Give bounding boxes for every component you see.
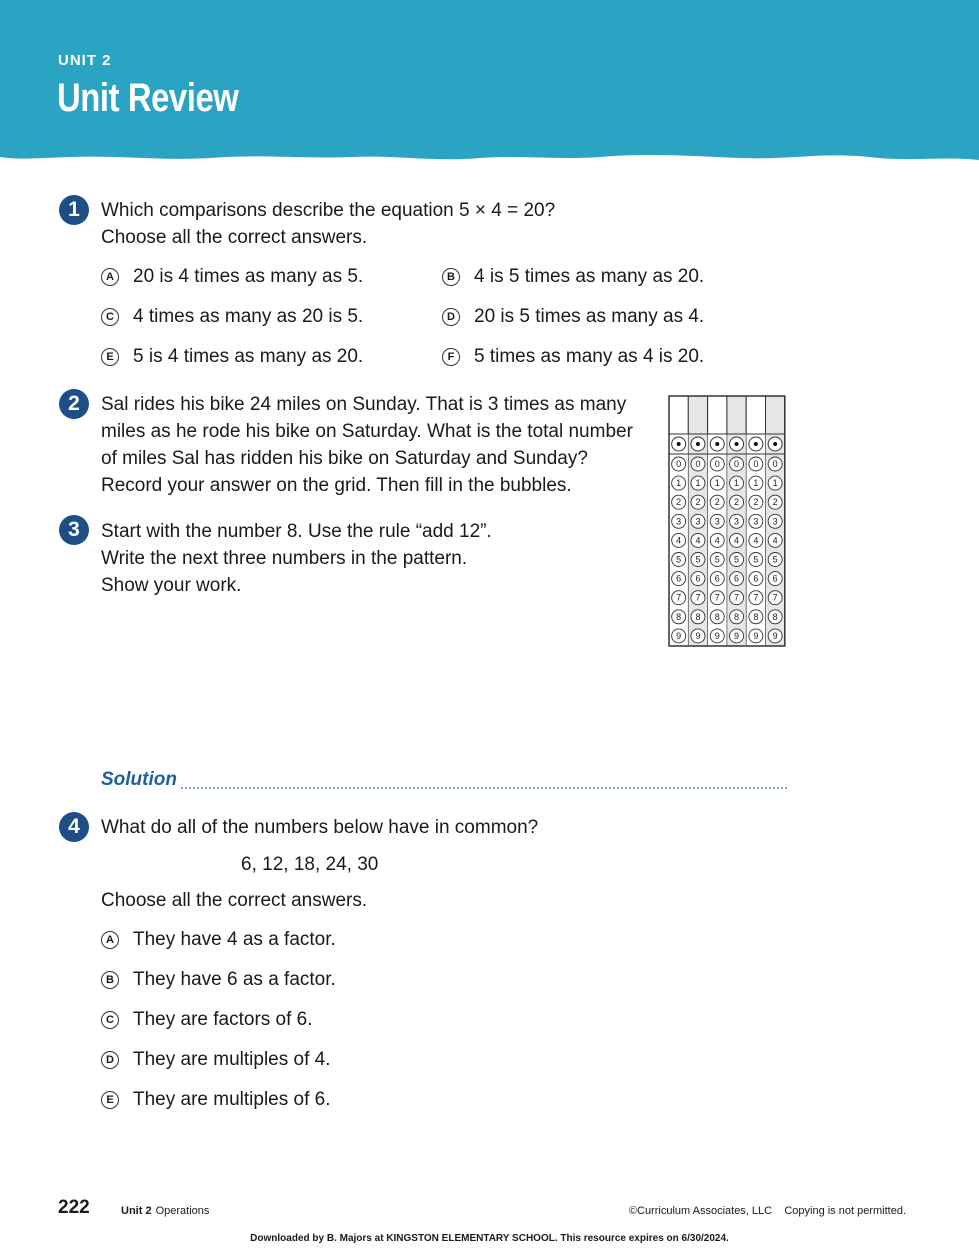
digit-label: 3	[772, 516, 778, 527]
question-1-line-1: Which comparisons describe the equation 5 × 4 = 20?	[101, 200, 556, 221]
digit-label: 3	[753, 516, 759, 527]
unit-header	[0, 0, 979, 172]
digit-label: 1	[695, 478, 701, 489]
digit-label: 1	[734, 478, 740, 489]
digit-label: 5	[676, 554, 682, 565]
question-number-3: 3	[59, 515, 89, 545]
option-text: They are multiples of 4.	[133, 1049, 331, 1070]
question-2-line: Sal rides his bike 24 miles on Sunday. That is 3 times as many	[101, 394, 627, 415]
option-letter-b: B	[101, 971, 119, 989]
digit-label: 6	[753, 573, 759, 584]
question-2-line: of miles Sal has ridden his bike on Saturday and Sunday?	[101, 448, 588, 469]
solution-answer-line[interactable]	[181, 787, 787, 789]
digit-label: 3	[695, 516, 701, 527]
q4-option-b[interactable]	[101, 968, 336, 992]
digit-label: 1	[772, 478, 778, 489]
question-number-2: 2	[59, 389, 89, 419]
digit-label: 4	[753, 535, 759, 546]
question-3-line: Write the next three numbers in the pattern.	[101, 548, 468, 569]
digit-label: 6	[772, 573, 778, 584]
digit-label: 2	[695, 497, 701, 508]
option-text: 4 is 5 times as many as 20.	[474, 266, 705, 287]
answer-grid[interactable]	[668, 395, 786, 647]
digit-label: 0	[734, 459, 740, 469]
page-title: Unit Review	[57, 76, 239, 120]
question-4-text: What do all of the numbers below have in common?	[101, 817, 539, 838]
decimal-dot	[773, 442, 777, 446]
digit-label: 5	[772, 554, 778, 565]
digit-label: 8	[753, 611, 759, 622]
option-letter-c: C	[101, 308, 119, 326]
q1-option-a[interactable]	[101, 265, 363, 289]
option-letter-e: E	[101, 1091, 119, 1109]
digit-label: 5	[734, 554, 740, 565]
digit-label: 5	[753, 554, 759, 565]
digit-label: 8	[772, 611, 778, 622]
digit-label: 0	[695, 459, 701, 469]
q4-option-d[interactable]	[101, 1048, 330, 1072]
question-number-4: 4	[59, 812, 89, 842]
digit-label: 4	[714, 535, 720, 546]
digit-label: 9	[714, 630, 720, 641]
option-text: 20 is 5 times as many as 4.	[474, 306, 705, 327]
decimal-dot	[677, 442, 681, 446]
option-letter-e: E	[101, 348, 119, 366]
digit-label: 8	[734, 611, 740, 622]
decimal-dot	[715, 442, 719, 446]
q4-option-a[interactable]	[101, 928, 336, 952]
grid-answer-box[interactable]	[746, 396, 765, 434]
option-text: They are factors of 6.	[133, 1009, 313, 1030]
digit-label: 5	[714, 554, 720, 565]
option-letter-a: A	[101, 931, 119, 949]
option-letter-f: F	[442, 348, 460, 366]
option-letter-a: A	[101, 268, 119, 286]
question-2-line: miles as he rode his bike on Saturday. What is the total number	[101, 421, 633, 442]
option-text: 20 is 4 times as many as 5.	[133, 266, 364, 287]
digit-label: 3	[734, 516, 740, 527]
digit-label: 8	[714, 611, 720, 622]
digit-label: 4	[695, 535, 701, 546]
digit-label: 6	[676, 573, 682, 584]
digit-label: 4	[734, 535, 740, 546]
digit-label: 2	[734, 497, 740, 508]
digit-label: 2	[676, 497, 682, 508]
solution-label: Solution	[101, 769, 177, 790]
footer-unit	[121, 1205, 209, 1217]
grid-answer-box[interactable]	[688, 396, 707, 434]
digit-label: 7	[695, 592, 701, 603]
digit-label: 8	[695, 611, 701, 622]
question-3-line: Start with the number 8. Use the rule “add 12”.	[101, 521, 492, 542]
question-2-line: Record your answer on the grid. Then fill in the bubbles.	[101, 475, 572, 496]
q1-option-d[interactable]	[442, 305, 704, 329]
option-letter-c: C	[101, 1011, 119, 1029]
digit-label: 8	[676, 611, 682, 622]
digit-label: 4	[772, 535, 778, 546]
option-text: They are multiples of 6.	[133, 1089, 331, 1110]
digit-label: 0	[676, 459, 682, 469]
digit-label: 1	[753, 478, 759, 489]
digit-label: 0	[772, 459, 778, 469]
q4-option-c[interactable]	[101, 1008, 313, 1032]
digit-label: 9	[676, 630, 682, 641]
digit-label: 7	[676, 592, 682, 603]
q1-option-c[interactable]	[101, 305, 363, 329]
digit-label: 4	[676, 535, 682, 546]
grid-answer-box[interactable]	[708, 396, 727, 434]
option-letter-d: D	[101, 1051, 119, 1069]
digit-label: 9	[695, 630, 701, 641]
decimal-dot	[754, 442, 758, 446]
q4-option-e[interactable]	[101, 1088, 330, 1112]
option-text: They have 4 as a factor.	[133, 929, 336, 950]
digit-label: 9	[772, 630, 778, 641]
digit-label: 0	[714, 459, 720, 469]
page-number: 222	[58, 1197, 90, 1218]
grid-answer-box[interactable]	[727, 396, 746, 434]
download-notice: Downloaded by B. Majors at KINGSTON ELEMENTARY SCHOOL. This resource expires on 6/30/2024.	[250, 1233, 729, 1244]
digit-label: 7	[753, 592, 759, 603]
digit-label: 7	[772, 592, 778, 603]
digit-label: 5	[695, 554, 701, 565]
question-4-instruction: Choose all the correct answers.	[101, 890, 368, 911]
grid-answer-box[interactable]	[669, 396, 688, 434]
question-number-1: 1	[59, 195, 89, 225]
footer-copyright: ©Curriculum Associates, LLC Copying is not permitted.	[628, 1205, 906, 1217]
question-1-line-2: Choose all the correct answers.	[101, 227, 368, 248]
digit-label: 0	[753, 459, 759, 469]
digit-label: 7	[714, 592, 720, 603]
q1-option-e[interactable]	[101, 345, 363, 369]
decimal-dot	[696, 442, 700, 446]
digit-label: 3	[676, 516, 682, 527]
option-text: 5 is 4 times as many as 20.	[133, 346, 364, 367]
q1-option-f[interactable]	[442, 345, 704, 369]
decimal-dot	[735, 442, 739, 446]
unit-label: UNIT 2	[58, 52, 112, 69]
footer-unit-name: Unit 2	[121, 1205, 152, 1217]
digit-label: 7	[734, 592, 740, 603]
digit-label: 3	[714, 516, 720, 527]
question-2-text	[101, 391, 633, 499]
digit-label: 6	[714, 573, 720, 584]
option-text: They have 6 as a factor.	[133, 969, 336, 990]
digit-label: 9	[753, 630, 759, 641]
digit-label: 6	[695, 573, 701, 584]
digit-label: 6	[734, 573, 740, 584]
digit-label: 2	[772, 497, 778, 508]
option-letter-b: B	[442, 268, 460, 286]
question-3-text	[101, 518, 492, 599]
q1-option-b[interactable]	[442, 265, 704, 289]
question-3-line: Show your work.	[101, 575, 242, 596]
option-letter-d: D	[442, 308, 460, 326]
option-text: 5 times as many as 4 is 20.	[474, 346, 705, 367]
digit-label: 1	[714, 478, 720, 489]
question-1-text	[101, 197, 555, 251]
option-text: 4 times as many as 20 is 5.	[133, 306, 364, 327]
footer-section: Operations	[155, 1205, 210, 1217]
digit-label: 9	[734, 630, 740, 641]
question-4-numbers: 6, 12, 18, 24, 30	[241, 854, 379, 875]
digit-label: 1	[676, 478, 682, 489]
digit-label: 2	[753, 497, 759, 508]
digit-label: 2	[714, 497, 720, 508]
grid-answer-box[interactable]	[766, 396, 785, 434]
